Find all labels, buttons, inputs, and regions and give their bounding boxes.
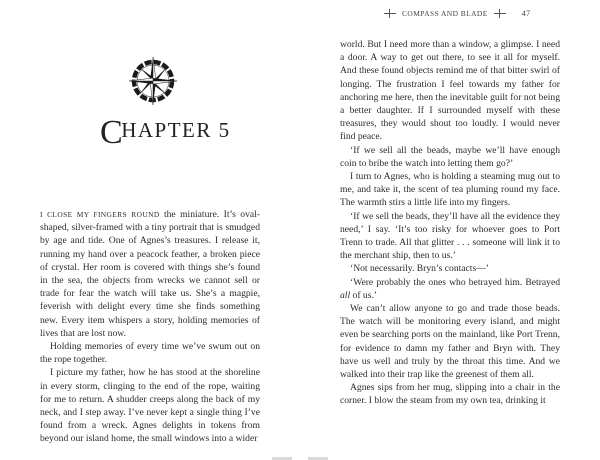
cross-ornament-icon: [494, 9, 506, 18]
chapter-title-dropcap: C: [100, 114, 125, 151]
italic-emphasis: all: [340, 289, 351, 301]
paragraph: ‘Were probably the ones who betrayed him. Betrayed all of us.’: [340, 276, 560, 301]
paragraph: world. But I need more than a window, a glimpse. I need a door. A way to get out there, to see it all for myself. And these found objects remind me of that bitter swirl of longing. The frustration I feel towards my father for anchoring me here, then the inevitable guilt for not being a better daughter. If I surrounded myself with these treasures, they would shout too loudly. I would never find peace.: [340, 39, 560, 143]
paragraph: ‘If we sell the beads, they’ll have all the evidence they need,’ I say. ‘It’s too risky for whoever goes to Port Trenn to trade. All that glitter . . . someone will link it to the merchant ship, then to us.’: [340, 210, 560, 262]
paragraph: We can’t allow anyone to go and trade those beads. The watch will be monitoring every island, and might even be searching ports on the mainland, like Port Trenn, for evidence to damn my father and Bryn with. They have us well and truly by the throat this time. And we walked into their trap like the greenest of them all.: [340, 303, 560, 381]
compass-rose-icon: [128, 56, 178, 106]
running-head-title: COMPASS AND BLADE: [402, 8, 488, 18]
paragraph: Holding memories of every time we’ve swum out on the rope together.: [40, 341, 260, 366]
page-number: 47: [521, 8, 531, 18]
paragraph: I picture my father, how he has stood at the shoreline in every storm, clinging to the end of the rope, waiting for me to return. A shudder creeps along the back of my neck, and I step away. I’ve never kept a single thing I’ve found from a wreck. Agnes delights in tokens from beyond our island home, the small windows into a wider: [40, 367, 260, 445]
running-head: [380, 6, 580, 20]
cross-ornament-icon: [384, 9, 396, 18]
paragraph: ‘Not necessarily. Bryn’s contacts—’: [350, 263, 489, 275]
paragraph: I turn to Agnes, who is holding a steaming mug out to me, and take it, the scent of tea pluming round my face. The warmth stirs a little life into my fingers.: [340, 171, 560, 209]
chapter-title: [100, 116, 231, 150]
left-page-body: [40, 208, 260, 446]
right-page-body: [340, 38, 560, 408]
right-page: [300, 0, 600, 460]
paragraph: ‘If we sell all the beads, maybe we’ll have enough coin to bribe the watch into letting them go?’: [340, 144, 560, 169]
paragraph: I CLOSE MY FINGERS ROUND the miniature. It’s oval-shaped, silver-framed with a tiny portrait that is smudged by age and tide. One of Agnes’s treasures. I release it, running my hand over a peacock feather, a broken piece of crystal. Her room is covered with things she’s found in the sea, the objects from wrecks we cannot sell or trade for fear the watch will take us. She’s a magpie, feverish with delight every time she finds something new. Every item whispers a story, holding memories of lives that are lost now.: [40, 209, 260, 339]
paragraph: Agnes sips from her mug, slipping into a chair in the corner. I blow the steam from my own tea, drinking it: [340, 382, 560, 407]
opening-smallcaps: I CLOSE MY FINGERS ROUND: [40, 210, 160, 219]
chapter-title-rest: HAPTER 5: [121, 118, 231, 142]
